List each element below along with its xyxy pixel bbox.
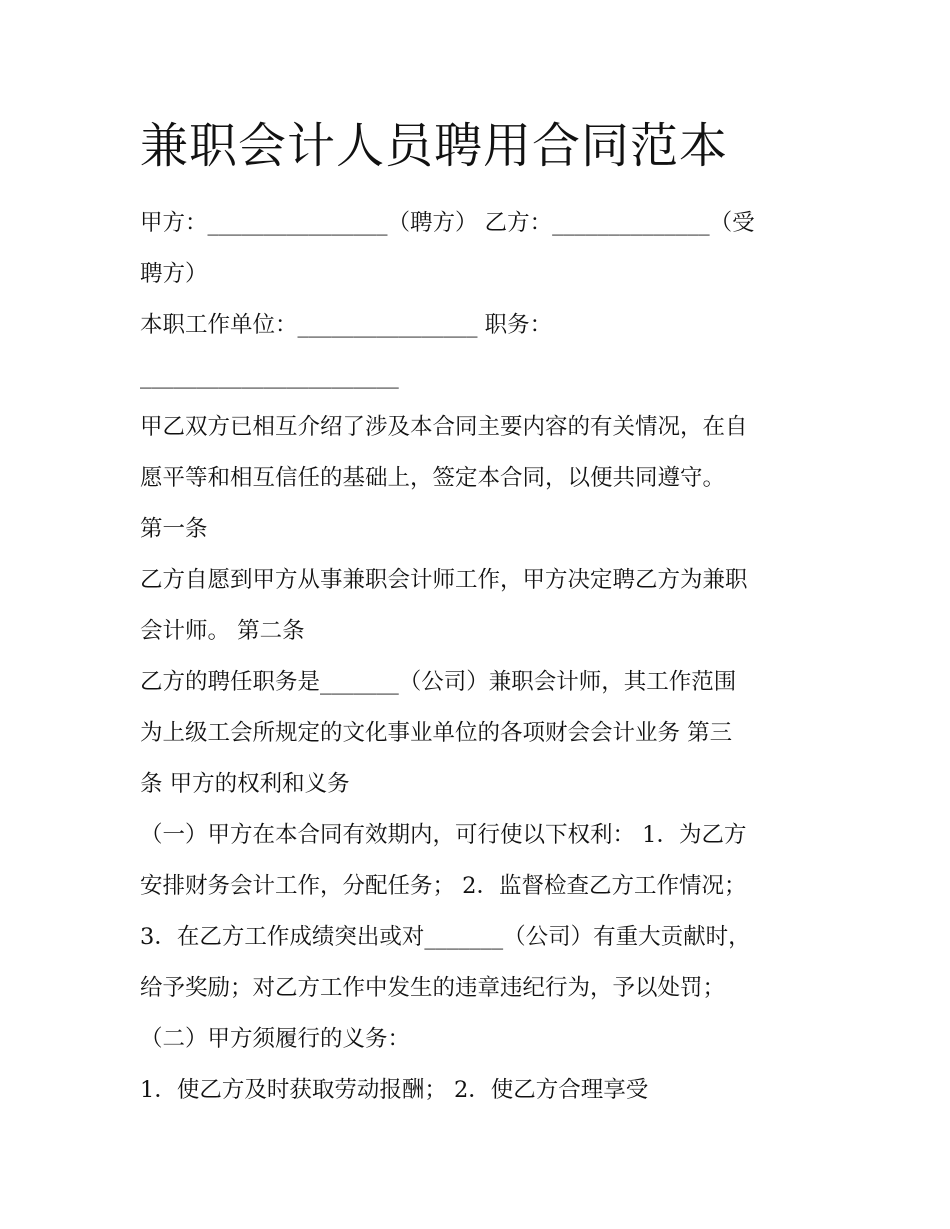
article-3-heading: 条 甲方的权利和义务 (140, 771, 350, 797)
document-title: 兼职会计人员聘用合同范本 (140, 118, 729, 174)
obligations-heading: （二）甲方须履行的义务： (140, 1026, 411, 1052)
article-1-heading: 第一条 (140, 516, 208, 542)
rights-line-1: （一）甲方在本合同有效期内，可行使以下权利： 1．为乙方 (140, 822, 747, 848)
rights-line-4: 给予奖励；对乙方工作中发生的违章违纪行为，予以处罚； (140, 975, 726, 1001)
article-2-line-2: 为上级工会所规定的文化事业单位的各项财会会计业务 第三 (140, 720, 733, 746)
party-a-b-line: 甲方：________________（聘方） 乙方：______________（受 (140, 210, 755, 236)
article-2-line-1: 乙方的聘任职务是_______（公司）兼职会计师，其工作范围 (140, 669, 737, 695)
workplace-position-line: 本职工作单位：________________ 职务： (140, 312, 553, 338)
rights-line-2: 安排财务会计工作，分配任务； 2．监督检查乙方工作情况； (140, 873, 747, 899)
article-1-line-1: 乙方自愿到甲方从事兼职会计师工作，甲方决定聘乙方为兼职 (140, 567, 748, 593)
rights-line-3: 3．在乙方工作成绩突出或对_______（公司）有重大贡献时， (140, 924, 751, 950)
obligations-line-1: 1．使乙方及时获取劳动报酬； 2．使乙方合理享受 (140, 1077, 649, 1103)
document-body (140, 198, 816, 1116)
position-blank-line: _______________________ (140, 363, 399, 389)
party-b-line-continued: 聘方） (140, 261, 208, 287)
preamble-line-1: 甲乙双方已相互介绍了涉及本合同主要内容的有关情况，在自 (140, 414, 748, 440)
preamble-line-2: 愿平等和相互信任的基础上，签定本合同，以便共同遵守。 (140, 465, 726, 491)
article-1-line-2: 会计师。 第二条 (140, 618, 305, 644)
